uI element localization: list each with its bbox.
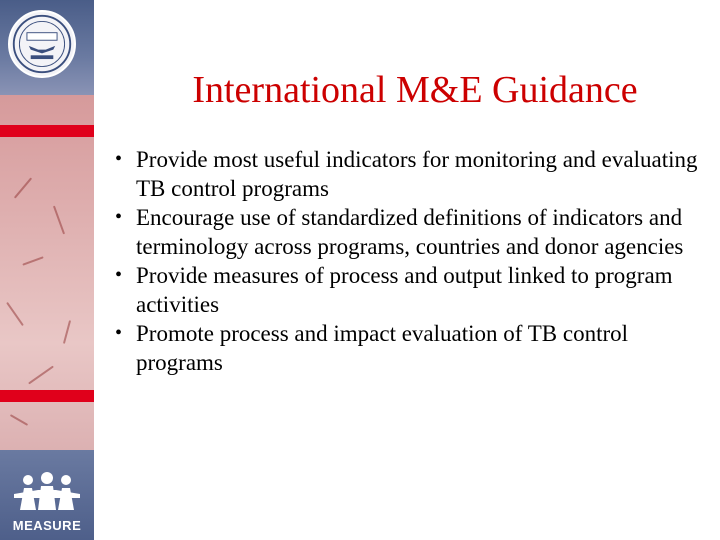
bullet-icon: • (115, 206, 123, 228)
slide-title: International M&E Guidance (192, 69, 638, 111)
measure-logo (8, 470, 86, 536)
sidebar-accent-bar (0, 390, 94, 402)
bullet-text: Encourage use of standardized definitions of indicators and terminology across programs, countries and donor agencies (136, 205, 684, 259)
bullet-icon: • (115, 148, 123, 170)
bullet-icon: • (115, 322, 123, 344)
bullet-list (110, 145, 700, 377)
sidebar-accent-bar (0, 125, 94, 137)
list-item (110, 203, 700, 261)
decorative-sidebar (0, 0, 94, 540)
bullet-text: Promote process and impact evaluation of TB control programs (136, 321, 629, 375)
list-item (110, 319, 700, 377)
logo-wordmark: MEASURE (12, 518, 82, 533)
bullet-icon: • (115, 264, 123, 286)
list-item (110, 261, 700, 319)
bullet-text: Provide most useful indicators for monitoring and evaluating TB control programs (136, 147, 698, 201)
bullet-text: Provide measures of process and output linked to program activities (136, 263, 673, 317)
usaid-seal-icon (8, 10, 76, 78)
list-item (110, 145, 700, 203)
